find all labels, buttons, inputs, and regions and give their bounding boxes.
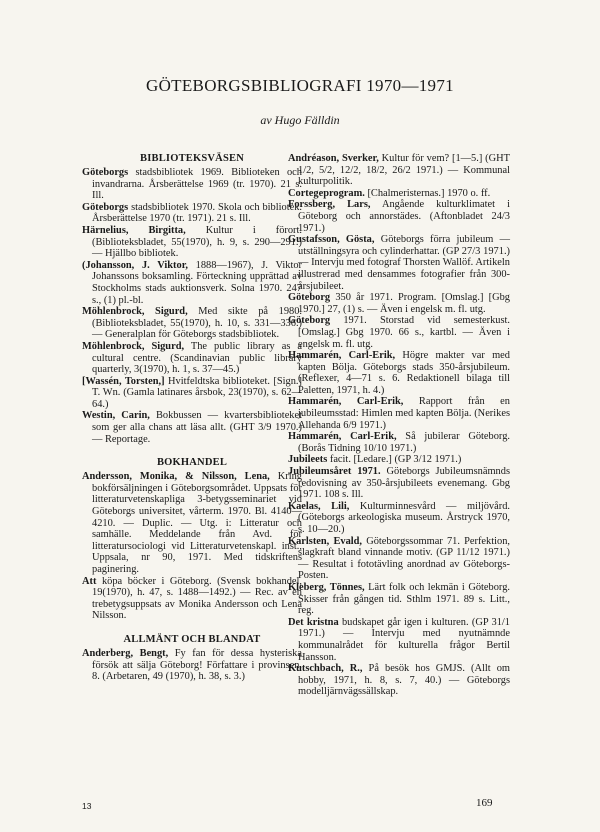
entry-author: Göteborgs [82,201,129,213]
entry-author: Hammarén, Carl-Erik, [288,350,396,362]
page-number: 169 [476,797,493,809]
entry-text: Med sikte på 1980. (Biblioteksbladet, 55(1970), h. 10, s. 331—336.) — Generalplan för Göteborgs stadsbibliotek. [92,306,302,341]
bibliography-entry [288,188,510,200]
entry-author: Forssberg, Lars, [288,199,371,211]
section-heading: BOKHANDEL [156,457,228,469]
entry-author: [Wassén, Torsten,] [82,375,165,387]
entry-text: Högre makter var med kapten Bölja. Göteborgs stads 350-årsjubileum. (Reflexer, 4—71 s. 6. Redaktionell bilaga till Paletten, 1971, h. 4.) [298,350,510,396]
bibliography-entry [82,410,302,445]
entry-author: Westin, Carin, [82,410,150,422]
entry-text: Rapport från en jubileumsstad: Himlen med kapten Bölja. (Nerikes Allehanda 6/9 1971.) [298,396,510,431]
entry-text: [Chalmeristernas.] 1970 o. ff. [364,187,491,199]
entry-text: Angående kulturklimatet i Göteborg och annorstädes. (Aftonbladet 24/3 1971.) [298,199,510,234]
entry-author: Gustafsson, Gösta, [288,234,375,246]
entry-author: Möhlenbrock, Sigurd, [82,340,185,352]
right-column [288,153,510,698]
bibliography-entry [82,167,302,202]
entry-author: Hammarén, Carl-Erik, [288,396,404,408]
bibliography-entry [82,376,302,411]
bibliography-entry [82,260,302,306]
bibliography-entry [82,225,302,260]
bibliography-entry [82,202,302,225]
left-column [82,153,302,683]
bibliography-entry [288,663,510,698]
bibliography-entry [288,582,510,617]
entry-author: Göteborg [288,315,331,327]
entry-text: Göteborgs förra jubileum — utställningsyra och cylinderhattar. (GP 27/3 1971.) — Intervju med fotograf Thorsten Wallöf. Artikeln illustrerad med densammes fotografier från 300-årsjubileet. [298,234,510,292]
entry-text: 1971. Storstad vid semesterkust. [Omslag.] Gbg 1970. 66 s., kartbl. — Även i engelsk m. fl. utg. [298,315,510,350]
bibliography-entry [288,315,510,350]
footer-signature-mark: 13 [82,801,92,811]
entry-text: facit. [Ledare.] (GP 3/12 1971.) [327,454,462,466]
entry-text: köpa böcker i Göteborg. (Svensk bokhandel, 19(1970), h. 47, s. 1488—1492.) — Rec. av en trebetygsuppsats av Monika Andersson och Lena Nilsson. [92,575,302,622]
entry-text: Hvitfeldtska biblioteket. [Sign.] T. Wn. (Gamla latinares årsbok, 23(1970), s. 62—64.) [92,375,302,410]
entry-text: Kultur i förort. (Biblioteksbladet, 55(1970), h. 9, s. 290—291.) — Hjällbo bibliotek. [92,224,302,260]
bibliography-entry [82,576,302,622]
bibliography-entry [82,341,302,376]
entry-text: Kring bokförsäljningen i Göteborgsområdet. Uppsats för litteraturvetenskapliga 3-betygsseminariet vid Göteborgs universitet, vårterm. 1970. Bl. 4140—4210. — Duplic. — Utg. i: Litteratur och samhälle. Meddelande från Avd. för litteratursociologi vid Litteraturvetenskapl. inst., Uppsala, nr 90, 1971. Med tidskriftens paginering. [92,471,302,575]
bibliography-entry [82,648,302,683]
bibliography-entry [288,199,510,234]
entry-author: Andréason, Sverker, [288,153,379,164]
section-heading: BIBLIOTEKSVÄSEN [140,153,244,164]
bibliography-entry [288,501,510,536]
bibliography-entry [82,471,302,575]
entry-author: Härnelius, Birgitta, [82,224,186,236]
bibliography-entry [288,234,510,292]
entry-text: Så jubilerar Göteborg. (Borås Tidning 10/10 1971.) [298,431,510,454]
entry-text: På besök hos GMJS. (Allt om hobby, 1971, h. 8, s. 7, 40.) — Göteborgs modelljärnvägssällskap. [298,663,511,698]
entry-author: Anderberg, Bengt, [82,647,169,659]
entry-text: Kultur för vem? [1—5.] (GHT 1/2, 5/2, 12/2, 18/2, 26/2 1971.) — Kommunal kulturpolitik. [298,153,510,188]
entry-text: The public library as a cultural centre. (Scandinavian public library quarterly, 3(1970), h. 1, s. 37—45.) [92,340,302,376]
bibliography-entry [288,396,510,431]
entry-text: 1888—1967), J. Viktor Johanssons boksamling. Förteckning upprättad av Stockholms stads auktionsverk. Solna 1970. 247 s., (1) pl.-bl. [92,259,302,306]
entry-author: Att [82,575,97,587]
bibliography-entry [82,306,302,341]
entry-text: stadsbibliotek 1969. Biblioteken och invandrarna. Årsberättelse 1969 (tr. 1970). 21 s. Ill. [92,167,302,202]
bibliography-entry [288,466,510,501]
bibliography-entry [288,536,510,582]
entry-author: Kleberg, Tönnes, [288,581,365,593]
section-heading: ALLMÄNT OCH BLANDAT [123,633,261,645]
bibliography-entry [288,153,510,188]
entry-author: (Johansson, J. Viktor, [82,259,188,271]
entry-author: Jubileumsåret 1971. [288,466,381,478]
entry-text: Göteborgs Jubileumsnämnds redovisning av 350-årsjubileets evenemang. Gbg 1971. 108 s. Ill. [298,466,510,501]
entry-author: Kutschbach, R., [288,663,363,675]
entry-author: Hammarén, Carl-Erik, [288,431,397,443]
entry-text: budskapet går igen i kulturen. (GP 31/1 1971.) — Intervju med nyutnämnde kommunalrådet för kulturella frågor Bertil Hansson. [298,616,510,663]
entry-author: Cortegeprogram. [288,187,365,199]
bibliography-entry [288,350,510,396]
entry-text: Kulturminnesvård — miljövård. (Göteborgs arkeologiska museum. Årstryck 1970, s. 10—20.) [298,500,510,535]
entry-author: Göteborgs [82,167,129,178]
entry-text: Lärt folk och lekmän i Göteborg. Skisser från gången tid. Sthlm 1971. 89 s. Litt., reg. [298,581,510,617]
entry-text: 350 år 1971. Program. [Omslag.] [Gbg 1970.] 27, (1) s. — Även i engelsk m. fl. utg. [298,292,510,315]
entry-author: Göteborg [288,292,331,304]
entry-author: Kaelas, Lili, [288,500,350,512]
bibliography-entry [288,454,510,466]
bibliography-entry [288,431,510,454]
entry-text: stadsbibliotek 1970. Skola och bibliotek. Årsberättelse 1970 (tr. 1971). 21 s. Ill. [92,201,302,225]
bibliography-entry [288,617,510,663]
entry-author: Möhlenbrock, Sigurd, [82,306,188,318]
entry-author: Karlsten, Evald, [288,535,363,547]
entry-author: Jubileets [288,454,328,466]
bibliography-entry [288,292,510,315]
entry-text: Fy fan för dessa hysteriska försök att sälja Göteborg! Författare i provinsen. 8. (Arbetaren, 49 (1970), h. 38, s. 3.) [92,647,302,683]
page-title: GÖTEBORGSBIBLIOGRAFI 1970—1971 [146,76,454,95]
entry-author: Det kristna [288,616,339,628]
entry-author: Andersson, Monika, & Nilsson, Lena, [82,471,270,483]
entry-text: Bokbussen — kvartersbiblioteket som ger alla chans att läsa allt. (GHT 3/9 1970.) — Reportage. [92,410,302,445]
byline: av Hugo Fälldin [260,113,340,127]
entry-text: Göteborgssommar 71. Perfektion, slagkraft bland vinnande motiv. (GP 11/12 1971.) — Resultat i fototävling anordnad av Göteborgs-Posten. [298,535,510,582]
